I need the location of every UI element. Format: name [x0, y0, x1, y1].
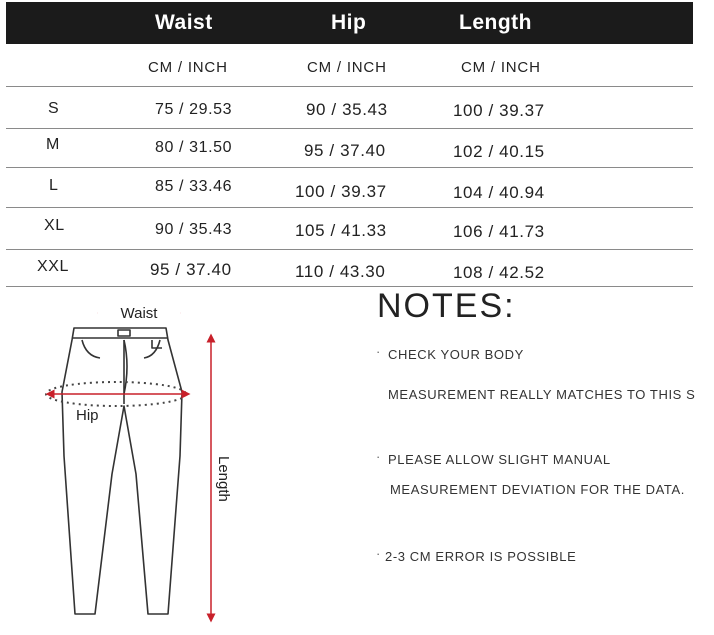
- size-label: XXL: [37, 258, 70, 275]
- length-value: 104 / 40.94: [453, 183, 545, 202]
- unit-length: CM / INCH: [461, 59, 541, 76]
- waist-value: 95 / 37.40: [150, 260, 232, 279]
- length-value: 106 / 41.73: [453, 222, 545, 241]
- row-divider: [6, 167, 693, 168]
- hip-value: 95 / 37.40: [304, 141, 386, 160]
- row-divider: [6, 128, 693, 129]
- diagram-length-label: Length: [215, 456, 232, 502]
- pants-outline: [62, 328, 182, 614]
- size-label: M: [46, 136, 60, 153]
- bullet-icon: ·: [376, 449, 381, 464]
- hip-value: 100 / 39.37: [295, 182, 387, 201]
- notes-title: NOTES:: [377, 287, 516, 325]
- unit-waist: CM / INCH: [148, 59, 228, 76]
- waist-value: 80 / 31.50: [155, 139, 233, 156]
- diagram-waist-label: Waist: [120, 305, 158, 322]
- waist-value: 90 / 35.43: [155, 221, 233, 238]
- length-value: 100 / 39.37: [453, 101, 545, 120]
- note-line: PLEASE ALLOW SLIGHT MANUAL: [388, 452, 611, 467]
- pants-diagram: [40, 296, 240, 632]
- row-divider: [6, 207, 693, 208]
- unit-hip: CM / INCH: [307, 59, 387, 76]
- note-line: MEASUREMENT DEVIATION FOR THE DATA.: [390, 482, 685, 497]
- size-label: S: [48, 100, 60, 117]
- table-header: [6, 2, 693, 44]
- note-line: MEASUREMENT REALLY MATCHES TO THIS S: [388, 387, 696, 402]
- diagram-hip-label: Hip: [76, 407, 99, 424]
- hip-value: 110 / 43.30: [295, 262, 386, 281]
- row-divider: [6, 86, 693, 87]
- length-value: 102 / 40.15: [453, 142, 545, 161]
- row-divider: [6, 249, 693, 250]
- hip-value: 90 / 35.43: [306, 100, 388, 119]
- size-label: XL: [44, 217, 65, 234]
- header-waist: Waist: [155, 11, 213, 34]
- bullet-icon: ·: [376, 344, 381, 359]
- bullet-icon: ·: [376, 546, 381, 561]
- size-label: L: [49, 177, 59, 194]
- note-line: 2-3 CM ERROR IS POSSIBLE: [385, 549, 577, 564]
- waist-value: 85 / 33.46: [155, 178, 233, 195]
- note-line: CHECK YOUR BODY: [388, 347, 524, 362]
- header-hip: Hip: [331, 11, 367, 34]
- hip-value: 105 / 41.33: [295, 221, 387, 240]
- waist-value: 75 / 29.53: [155, 101, 233, 118]
- length-value: 108 / 42.52: [453, 263, 545, 282]
- row-divider: [6, 286, 693, 287]
- header-length: Length: [459, 11, 532, 34]
